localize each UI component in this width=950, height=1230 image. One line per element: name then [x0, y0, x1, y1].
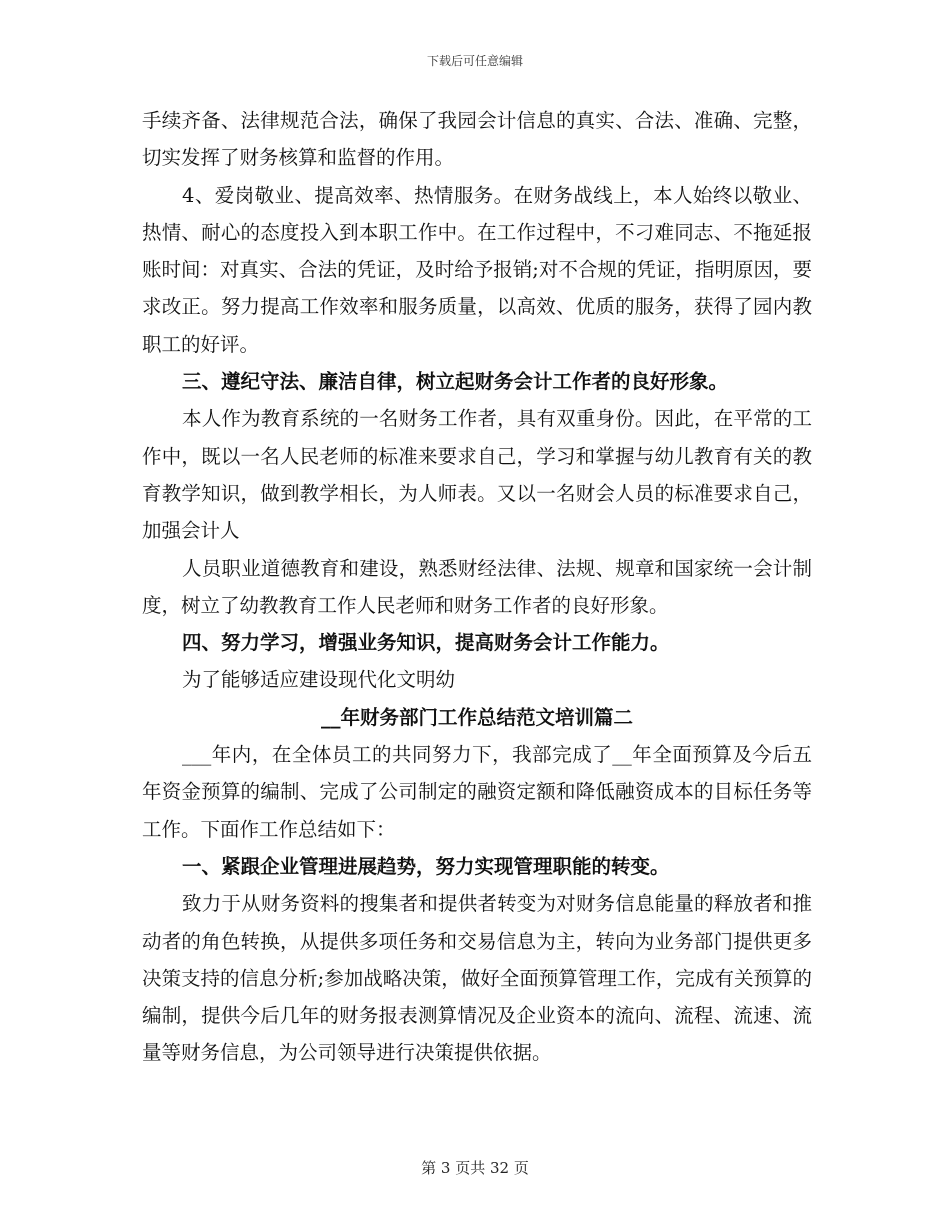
section-heading-3: 三、遵纪守法、廉洁自律，树立起财务会计工作者的良好形象。	[182, 370, 729, 394]
paragraph-item-4: 4、爱岗敬业、提高效率、热情服务。在财务战线上，本人始终以敬业、热情、耐心的态度投入到本职工作中。在工作过程中，不刁难同志、不拖延报账时间：对真实、合法的凭证，及时给予报销;对不合规的凭证，指明原因，要求改正。努力提高工作效率和服务质量，以高效、优质的服务，获得了园内教职工的好评。	[142, 183, 812, 356]
paragraph-continuation: 手续齐备、法律规范合法，确保了我园会计信息的真实、合法、准确、完整，切实发挥了财务核算和监督的作用。	[142, 109, 812, 170]
paragraph-intro-2: ___年内，在全体员工的共同努力下，我部完成了__年全面预算及今后五年资金预算的编制、完成了公司制定的融资定额和降低融资成本的目标任务等工作。下面作工作总结如下：	[142, 743, 812, 841]
page-number: 第 3 页共 32 页	[421, 1159, 529, 1177]
paragraph-section-3: 本人作为教育系统的一名财务工作者，具有双重身份。因此，在平常的工作中，既以一名人民老师的标准来要求自己，学习和掌握与幼儿教育有关的教育教学知识，做到教学相长，为人师表。又以一名财会人员的标准要求自己，加强会计人	[142, 407, 812, 543]
page-header-note: 下载后可任意编辑	[426, 54, 523, 68]
document-body	[142, 102, 812, 1072]
article-title-2: __年财务部门工作总结范文培训篇二	[320, 705, 633, 729]
section-heading-4: 四、努力学习，增强业务知识，提高财务会计工作能力。	[182, 631, 670, 655]
section-heading-1: 一、紧跟企业管理进展趋势，努力实现管理职能的转变。	[182, 854, 670, 878]
paragraph-section-1: 致力于从财务资料的搜集者和提供者转变为对财务信息能量的释放者和推动者的角色转换，从提供多项任务和交易信息为主，转向为业务部门提供更多决策支持的信息分析;参加战略决策，做好全面预算管理工作，完成有关预算的编制，提供今后几年的财务报表测算情况及企业资本的流向、流程、流速、流量等财务信息，为公司领导进行决策提供依据。	[142, 892, 812, 1065]
paragraph-section-4: 为了能够适应建设现代化文明幼	[182, 668, 456, 692]
paragraph-section-3-cont: 人员职业道德教育和建设，熟悉财经法律、法规、规章和国家统一会计制度，树立了幼教教育工作人民老师和财务工作者的良好形象。	[142, 556, 812, 617]
